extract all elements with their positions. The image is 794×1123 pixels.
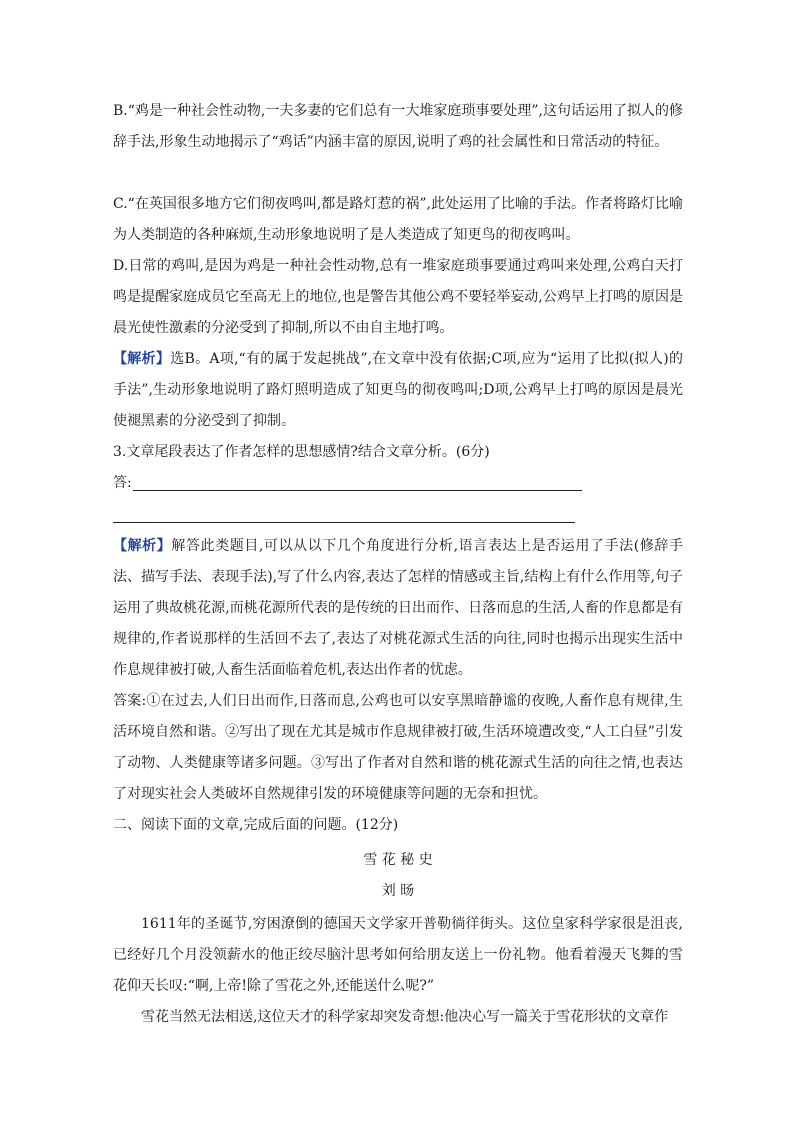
analysis-tag: 【解析】 bbox=[113, 351, 171, 367]
article-paragraph-2: 雪花当然无法相送,这位天才的科学家却突发奇想:他决心写一篇关于雪花形状的文章作 bbox=[141, 1009, 669, 1025]
analysis-1-text: 选B。A项,“有的属于发起挑战”,在文章中没有依据;C项,应为“运用了比拟(拟人)的手法”,生动形象地说明了路灯照明造成了知更鸟的彻夜鸣叫;D项,公鸡早上打鸣的原因是晨光使褪黑素的分泌受到了抑制。 bbox=[113, 351, 683, 429]
article-paragraph-1: 1611年的圣诞节,穷困潦倒的德国天文学家开普勒徜徉街头。这位皇家科学家很是沮丧,已经好几个月没领薪水的他正绞尽脑汁思考如何给朋友送上一份礼物。他看着漫天飞舞的雪花仰天长叹:“啊,上帝!除了雪花之外,还能送什么呢?” bbox=[113, 916, 683, 994]
analysis-2 bbox=[113, 531, 683, 686]
option-c: C.“在英国很多地方它们彻夜鸣叫,都是路灯惹的祸”,此处运用了比喻的手法。作者将路灯比喻为人类制造的各种麻烦,生动形象地说明了是人类造成了知更鸟的彻夜鸣叫。 bbox=[113, 196, 683, 243]
article-author: 刘 旸 bbox=[381, 883, 415, 899]
answer-label: 答: bbox=[113, 475, 132, 491]
analysis-tag: 【解析】 bbox=[113, 538, 172, 554]
answer-3: 答案:①在过去,人们日出而作,日落而息,公鸡也可以安享黑暗静谧的夜晚,人畜作息有规律,生活环境自然和谐。②写出了现在尤其是城市作息规律被打破,生活环境遭改变,“人工白昼”引发了动物、人类健康等诸多问题。③写出了作者对自然和谐的桃花源式生活的向往之情,也表达了对现实社会人类破坏自然规律引发的环境健康等问题的无奈和担忧。 bbox=[113, 693, 683, 802]
analysis-2-text: 解答此类题目,可以从以下几个角度进行分析,语言表达上是否运用了手法(修辞手法、描写手法、表现手法),写了什么内容,表达了怎样的情感或主旨,结构上有什么作用等,句子运用了典故桃花源,而桃花源所代表的是传统的日出而作、日落而息的生活,人畜的作息都是有规律的,作者说那样的生活回不去了,表达了对桃花源式生活的向往,同时也揭示出现实生活中作息规律被打破,人畜生活面临着危机,表达出作者的忧虑。 bbox=[113, 538, 683, 678]
section-2-heading: 二、阅读下面的文章,完成后面的问题。(12分) bbox=[113, 817, 399, 833]
article-title: 雪 花 秘 史 bbox=[363, 852, 433, 868]
question-3: 3.文章尾段表达了作者怎样的思想感情?结合文章分析。(6分) bbox=[113, 444, 490, 460]
answer-line-1[interactable] bbox=[133, 490, 582, 491]
option-d: D.日常的鸡叫,是因为鸡是一种社会性动物,总有一堆家庭琐事要通过鸡叫来处理,公鸡白天打鸣是提醒家庭成员它至高无上的地位,也是警告其他公鸡不要轻举妄动,公鸡早上打鸣的原因是晨光使性激素的分泌受到了抑制,所以不由自主地打鸣。 bbox=[113, 258, 683, 336]
answer-line-2[interactable] bbox=[113, 522, 575, 523]
option-b: B.“鸡是一种社会性动物,一夫多妻的它们总有一大堆家庭琐事要处理”,这句话运用了拟人的修辞手法,形象生动地揭示了“鸡话”内涵丰富的原因,说明了鸡的社会属性和日常活动的特征。 bbox=[113, 103, 683, 150]
analysis-1 bbox=[113, 344, 683, 437]
